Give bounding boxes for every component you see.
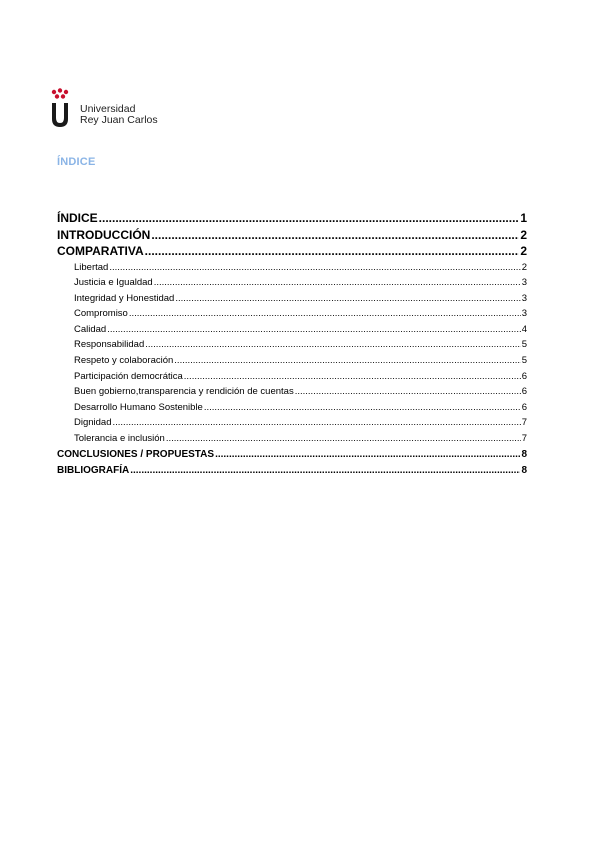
toc-leader (109, 260, 520, 276)
toc-entry-title: BIBLIOGRAFÍA (57, 465, 130, 477)
toc-entry-page: 5 (521, 355, 527, 367)
toc-entry-introduccion[interactable] (57, 227, 527, 244)
toc-entry-buen-gobierno[interactable] (57, 384, 527, 400)
toc-leader (129, 306, 521, 322)
toc-entry-participacion[interactable] (57, 369, 527, 385)
toc-leader (215, 447, 520, 464)
toc-entry-page: 3 (521, 277, 527, 289)
toc-entry-title: Compromiso (74, 308, 128, 320)
toc-entry-title: Justicia e Igualdad (74, 277, 153, 289)
toc-entry-indice[interactable] (57, 210, 527, 227)
toc-entry-page: 2 (520, 227, 527, 242)
toc-entry-title: Integridad y Honestidad (74, 292, 175, 304)
toc-entry-title: Buen gobierno,transparencia y rendición de cuentas (74, 386, 294, 398)
university-name-line2: Rey Juan Carlos (80, 114, 158, 126)
toc-entry-title: Tolerancia e inclusión (74, 433, 165, 445)
toc-leader (175, 291, 520, 307)
table-of-contents (57, 210, 527, 480)
toc-entry-page: 3 (521, 308, 527, 320)
index-heading: ÍNDICE (57, 156, 96, 168)
toc-entry-title: Respeto y colaboración (74, 355, 174, 367)
toc-leader (174, 353, 520, 369)
university-emblem-icon (50, 88, 70, 128)
toc-entry-calidad[interactable] (57, 322, 527, 338)
toc-entry-page: 6 (521, 386, 527, 398)
toc-entry-title: Participación democrática (74, 370, 183, 382)
university-name-line1: Universidad (80, 103, 136, 115)
toc-entry-page: 2 (520, 244, 527, 258)
toc-entry-page: 2 (521, 261, 527, 273)
toc-entry-responsabilidad[interactable] (57, 337, 527, 353)
toc-entry-integridad[interactable] (57, 291, 527, 307)
toc-leader (204, 400, 521, 416)
toc-entry-title: COMPARATIVA (57, 244, 144, 258)
toc-entry-title: Calidad (74, 323, 107, 335)
toc-entry-tolerancia[interactable] (57, 431, 527, 447)
university-name (80, 104, 158, 128)
toc-entry-compromiso[interactable] (57, 306, 527, 322)
toc-entry-dignidad[interactable] (57, 415, 527, 431)
toc-leader (151, 227, 519, 244)
university-logo (50, 88, 158, 128)
toc-leader (295, 384, 521, 400)
toc-entry-page: 1 (520, 211, 527, 225)
toc-leader (113, 415, 521, 431)
toc-entry-conclusiones[interactable] (57, 447, 527, 464)
toc-entry-title: CONCLUSIONES / PROPUESTAS (57, 448, 215, 460)
toc-leader (107, 322, 520, 338)
toc-entry-page: 3 (521, 292, 527, 304)
toc-leader (130, 463, 520, 480)
toc-leader (154, 275, 521, 291)
toc-entry-title: Desarrollo Humano Sostenible (74, 401, 203, 413)
toc-entry-libertad[interactable] (57, 260, 527, 276)
toc-entry-page: 7 (521, 433, 527, 445)
toc-entry-title: ÍNDICE (57, 211, 98, 225)
toc-entry-title: Responsabilidad (74, 339, 145, 351)
toc-entry-justicia[interactable] (57, 275, 527, 291)
toc-entry-page: 8 (521, 465, 527, 477)
toc-entry-title: Libertad (74, 261, 109, 273)
toc-entry-page: 6 (521, 401, 527, 413)
toc-leader (184, 369, 521, 385)
toc-entry-page: 8 (521, 448, 527, 460)
toc-entry-title: INTRODUCCIÓN (57, 227, 151, 242)
toc-entry-comparativa[interactable] (57, 243, 527, 260)
toc-entry-desarrollo[interactable] (57, 400, 527, 416)
toc-leader (166, 431, 521, 447)
toc-entry-title: Dignidad (74, 417, 112, 429)
toc-entry-page: 7 (521, 417, 527, 429)
toc-entry-page: 4 (521, 323, 527, 335)
toc-leader (145, 337, 520, 353)
toc-leader (145, 243, 520, 260)
toc-entry-bibliografia[interactable] (57, 463, 527, 480)
toc-leader (99, 210, 520, 227)
toc-entry-respeto[interactable] (57, 353, 527, 369)
toc-entry-page: 5 (521, 339, 527, 351)
toc-entry-page: 6 (521, 370, 527, 382)
